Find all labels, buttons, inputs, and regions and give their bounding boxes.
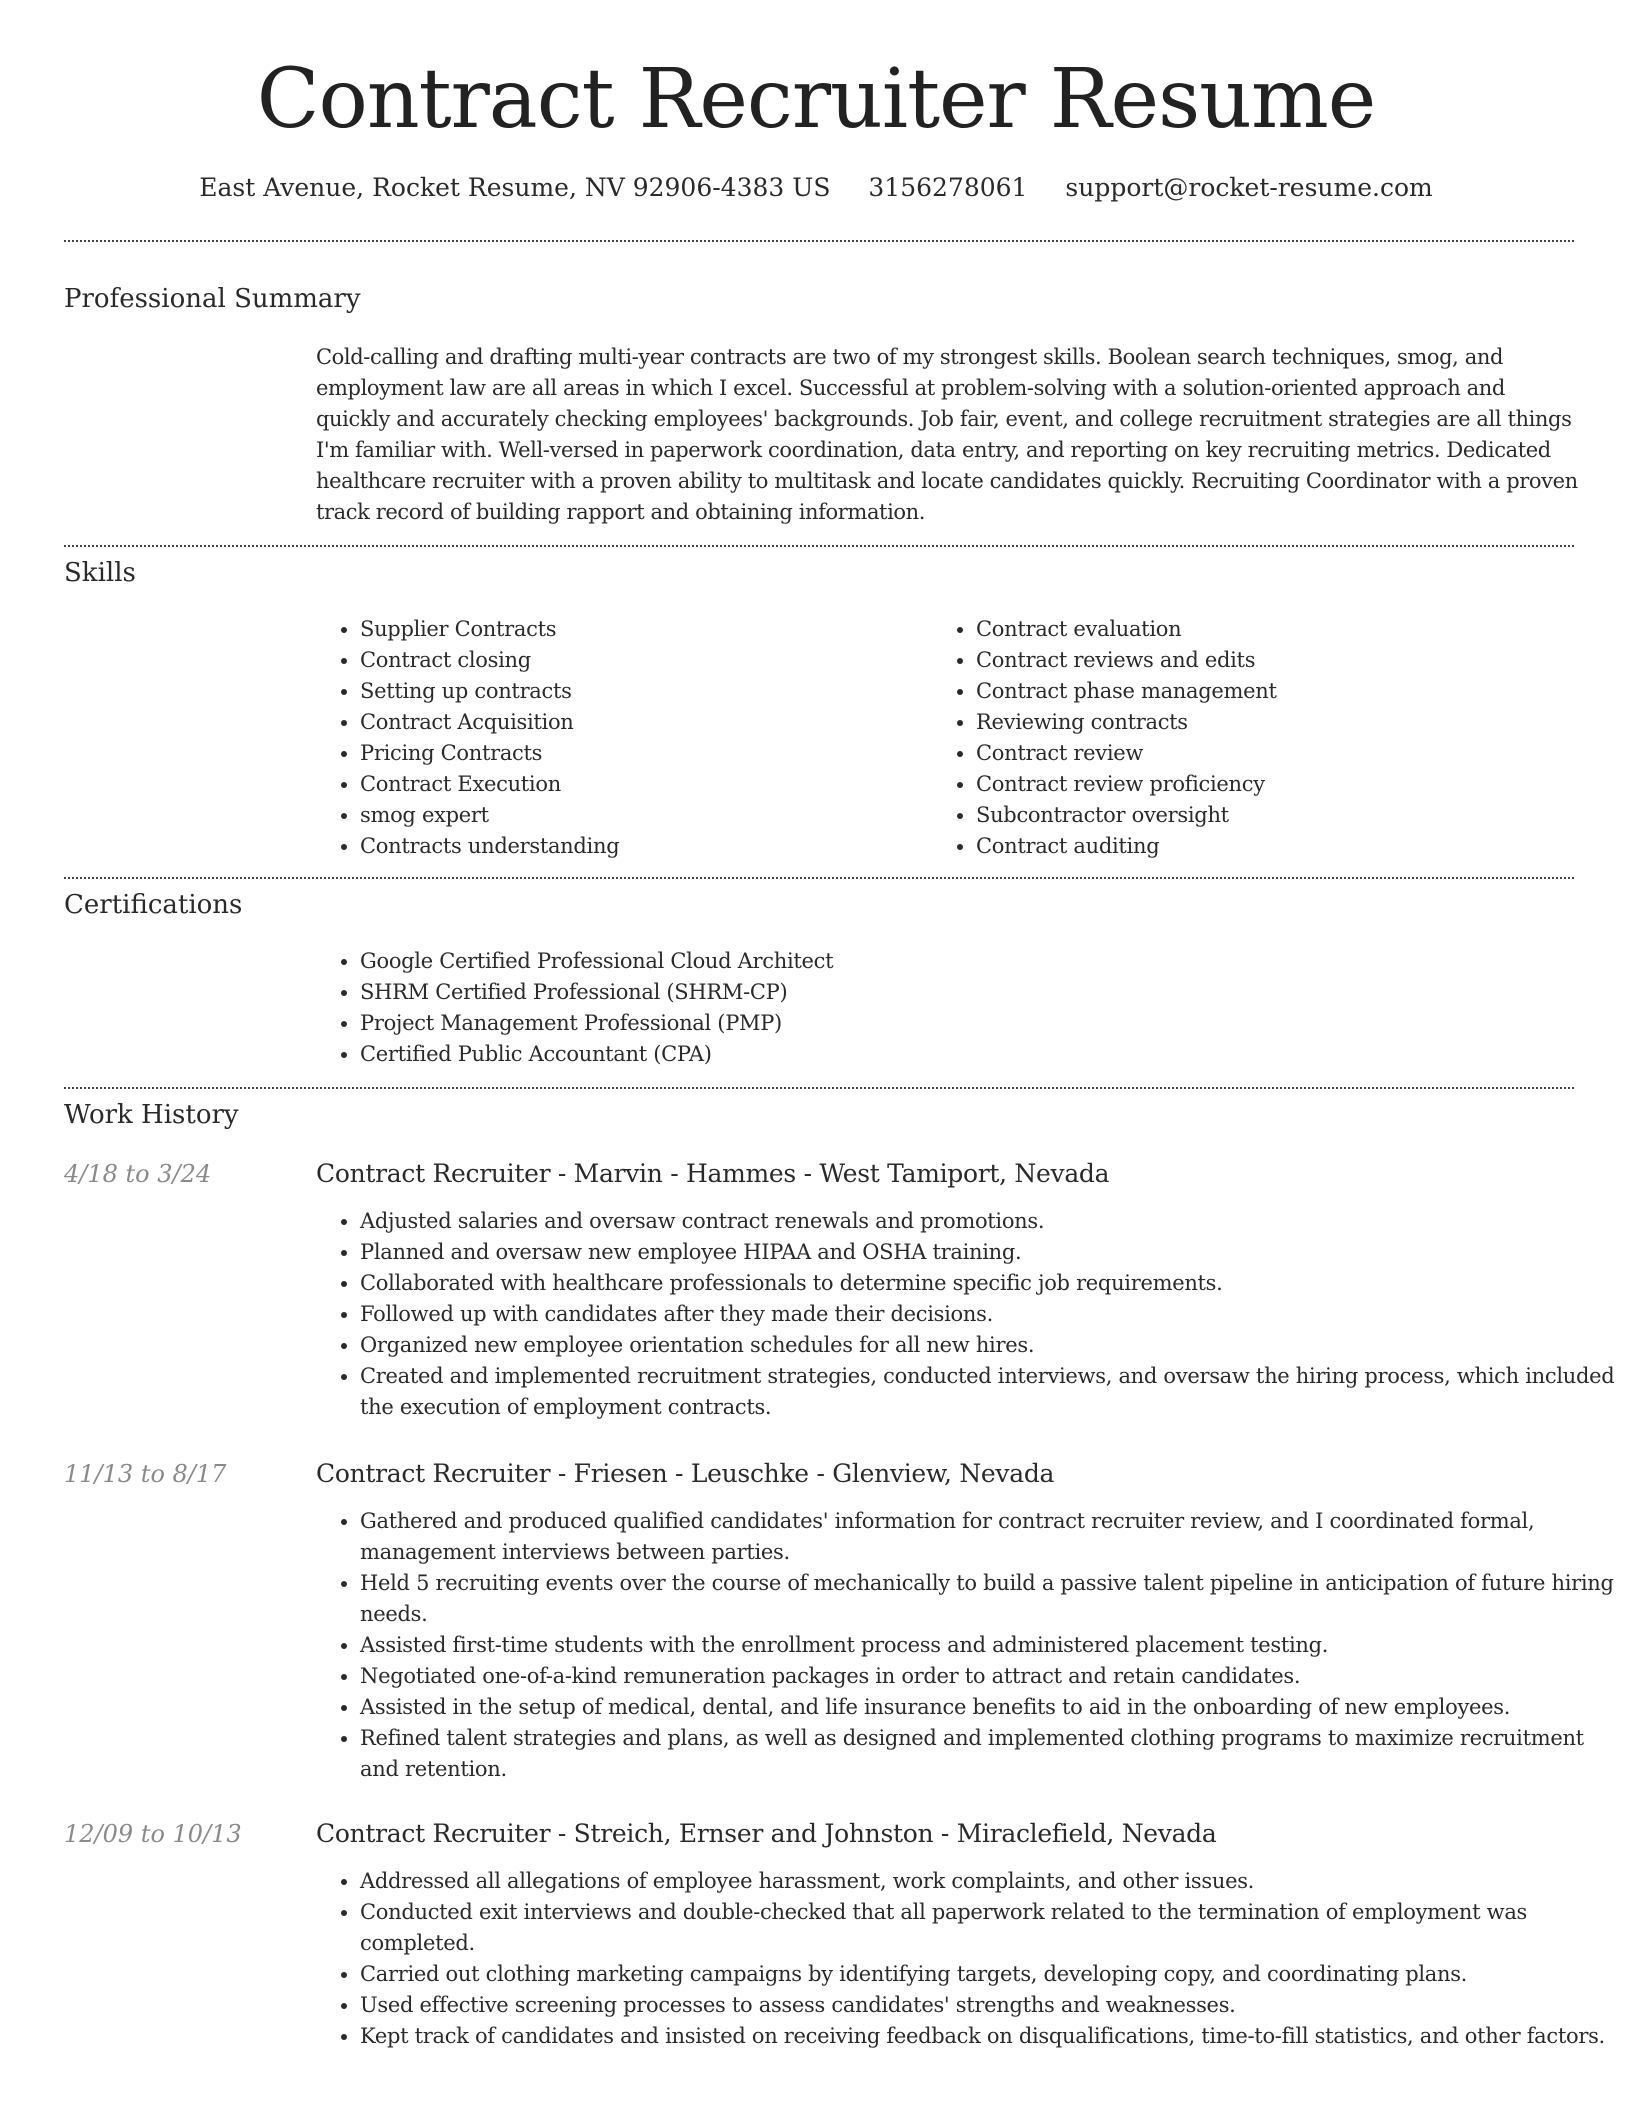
summary-heading: Professional Summary — [64, 284, 361, 314]
divider — [64, 240, 1574, 242]
skill-item: • Setting up contracts — [360, 676, 920, 707]
job-title: Contract Recruiter - Friesen - Leuschke - Glenview, Nevada — [316, 1459, 1055, 1488]
certifications-list — [316, 946, 1622, 1070]
divider — [64, 877, 1574, 879]
job-bullet: • Addressed all allegations of employee harassment, work complaints, and other issues. — [360, 1866, 1622, 1897]
skill-item: • Reviewing contracts — [976, 707, 1576, 738]
job-bullets — [316, 1506, 1622, 1785]
job-bullet: • Followed up with candidates after they made their decisions. — [360, 1299, 1622, 1330]
skill-item: • Contract Execution — [360, 769, 920, 800]
job-bullet: • Gathered and produced qualified candidates' information for contract recruiter review, and I coordinated formal, management interviews between parties. — [360, 1506, 1622, 1568]
job-bullet: • Adjusted salaries and oversaw contract renewals and promotions. — [360, 1206, 1622, 1237]
contact-line — [0, 172, 1632, 204]
job-bullet: • Carried out clothing marketing campaigns by identifying targets, developing copy, and coordinating plans. — [360, 1959, 1622, 1990]
resume-title: Contract Recruiter Resume — [256, 52, 1376, 147]
job-bullet: • Kept track of candidates and insisted on receiving feedback on disqualifications, time-to-fill statistics, and other factors. — [360, 2021, 1622, 2052]
job-bullets — [316, 1866, 1622, 2052]
divider — [64, 545, 1574, 547]
skill-item: • Contract closing — [360, 645, 920, 676]
skill-item: • Contract auditing — [976, 831, 1576, 862]
contact-address: East Avenue, Rocket Resume, NV 92906-4383 US — [199, 173, 831, 202]
certification-item: • Project Management Professional (PMP) — [360, 1008, 1622, 1039]
job-dates: 12/09 to 10/13 — [64, 1820, 242, 1848]
skills-list-right — [932, 614, 1576, 862]
job-bullet: • Used effective screening processes to assess candidates' strengths and weaknesses. — [360, 1990, 1622, 2021]
skill-item: • Pricing Contracts — [360, 738, 920, 769]
skill-item: • Contract review — [976, 738, 1576, 769]
skill-item: • smog expert — [360, 800, 920, 831]
skill-item: • Contract Acquisition — [360, 707, 920, 738]
skill-item: • Contracts understanding — [360, 831, 920, 862]
job-bullet: • Assisted in the setup of medical, dental, and life insurance benefits to aid in the onboarding of new employees. — [360, 1692, 1622, 1723]
skill-item: • Contract reviews and edits — [976, 645, 1576, 676]
job-bullet: • Held 5 recruiting events over the course of mechanically to build a passive talent pipeline in anticipation of future hiring needs. — [360, 1568, 1622, 1630]
summary-text: Cold-calling and drafting multi-year contracts are two of my strongest skills. Boolean search techniques, smog, and employment law are all areas in which I excel. Successful at problem-solving with a solution-oriented approach and quickly and accurately checking employees' backgrounds. Job fair, event, and college recruitment strategies are all things I'm familiar with. Well-versed in paperwork coordination, data entry, and reporting on key recruiting metrics. Dedicated healthcare recruiter with a proven ability to multitask and locate candidates quickly. Recruiting Coordinator with a proven track record of building rapport and obtaining information. — [316, 345, 1578, 524]
certification-item: • Google Certified Professional Cloud Architect — [360, 946, 1622, 977]
skill-item: • Contract phase management — [976, 676, 1576, 707]
skills-list-left — [316, 614, 920, 862]
job-bullets — [316, 1206, 1622, 1423]
job-bullet: • Assisted first-time students with the enrollment process and administered placement testing. — [360, 1630, 1622, 1661]
job-bullet: • Created and implemented recruitment strategies, conducted interviews, and oversaw the hiring process, which included the execution of employment contracts. — [360, 1361, 1622, 1423]
skill-item: • Subcontractor oversight — [976, 800, 1576, 831]
skill-item: • Contract evaluation — [976, 614, 1576, 645]
job-dates: 11/13 to 8/17 — [64, 1460, 227, 1488]
contact-phone: 3156278061 — [868, 173, 1028, 202]
job-bullet: • Refined talent strategies and plans, as well as designed and implemented clothing programs to maximize recruitment and retention. — [360, 1723, 1622, 1785]
contact-email: support@rocket-resume.com — [1065, 173, 1433, 202]
skills-heading: Skills — [64, 558, 136, 588]
job-bullet: • Planned and oversaw new employee HIPAA and OSHA training. — [360, 1237, 1622, 1268]
job-dates: 4/18 to 3/24 — [64, 1160, 212, 1188]
job-title: Contract Recruiter - Streich, Ernser and Johnston - Miraclefield, Nevada — [316, 1819, 1217, 1848]
divider — [64, 1087, 1574, 1089]
job-bullet: • Negotiated one-of-a-kind remuneration packages in order to attract and retain candidates. — [360, 1661, 1622, 1692]
certification-item: • SHRM Certified Professional (SHRM-CP) — [360, 977, 1622, 1008]
certification-item: • Certified Public Accountant (CPA) — [360, 1039, 1622, 1070]
job-bullet: • Conducted exit interviews and double-checked that all paperwork related to the termination of employment was completed. — [360, 1897, 1622, 1959]
skill-item: • Contract review proficiency — [976, 769, 1576, 800]
skill-item: • Supplier Contracts — [360, 614, 920, 645]
certifications-heading: Certifications — [64, 890, 243, 920]
job-title: Contract Recruiter - Marvin - Hammes - West Tamiport, Nevada — [316, 1159, 1110, 1188]
job-bullet: • Collaborated with healthcare professionals to determine specific job requirements. — [360, 1268, 1622, 1299]
job-bullet: • Organized new employee orientation schedules for all new hires. — [360, 1330, 1622, 1361]
work-history-heading: Work History — [64, 1100, 239, 1130]
